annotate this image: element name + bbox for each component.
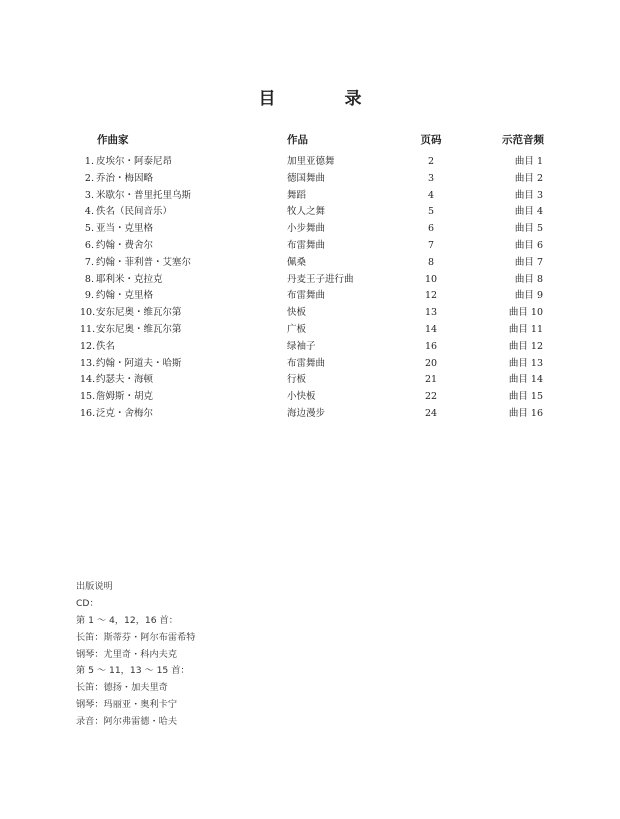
notes-line: 录音：阿尔弗雷德・哈夫 xyxy=(76,716,178,728)
entry-work: 海边漫步 xyxy=(287,407,326,419)
entry-work: 绿袖子 xyxy=(287,340,316,352)
entry-number: 8. xyxy=(84,273,94,285)
table-row[interactable] xyxy=(0,255,620,272)
entry-work: 布雷舞曲 xyxy=(287,239,326,251)
entry-page: 24 xyxy=(424,407,438,419)
entry-page: 5 xyxy=(427,206,435,218)
entry-number: 2. xyxy=(84,172,94,184)
entry-work: 佩桑 xyxy=(287,256,307,268)
entry-page: 7 xyxy=(427,239,435,251)
header-page: 页码 xyxy=(420,134,442,146)
table-row[interactable] xyxy=(0,154,620,171)
entry-number: 16. xyxy=(80,407,96,419)
entry-audio-track: 曲目 4 xyxy=(514,206,543,218)
entry-audio-track: 曲目 12 xyxy=(508,340,543,352)
entry-work: 快板 xyxy=(287,307,307,319)
header-audio: 示范音频 xyxy=(502,134,544,146)
notes-line: 钢琴：玛丽亚・奥利卡宁 xyxy=(76,699,178,711)
table-row[interactable] xyxy=(0,221,620,238)
entry-composer: 约翰・费舍尔 xyxy=(96,239,154,251)
entry-audio-track: 曲目 10 xyxy=(508,307,543,319)
entry-number: 9. xyxy=(84,290,94,302)
notes-line: 第 1 ～ 4，12，16 首： xyxy=(76,614,178,626)
table-row[interactable] xyxy=(0,339,620,356)
entry-audio-track: 曲目 7 xyxy=(514,256,543,268)
entry-audio-track: 曲目 1 xyxy=(514,156,543,167)
entry-number: 11. xyxy=(80,323,96,335)
table-row[interactable] xyxy=(0,188,620,205)
entry-audio-track: 曲目 15 xyxy=(508,391,543,403)
entry-work: 德国舞曲 xyxy=(287,172,326,184)
table-row[interactable] xyxy=(0,171,620,188)
entry-page: 2 xyxy=(427,156,435,167)
toc-rows xyxy=(0,154,620,423)
entry-page: 10 xyxy=(424,273,438,285)
entry-composer: 皮埃尔・阿泰尼昂 xyxy=(96,156,173,167)
entry-work: 行板 xyxy=(287,374,307,386)
entry-work: 布雷舞曲 xyxy=(287,357,326,369)
entry-composer: 约瑟夫・海顿 xyxy=(96,374,154,386)
entry-audio-track: 曲目 16 xyxy=(508,407,543,419)
entry-composer: 耶利米・克拉克 xyxy=(96,273,163,285)
table-row[interactable] xyxy=(0,272,620,289)
entry-page: 20 xyxy=(424,357,438,369)
entry-audio-track: 曲目 6 xyxy=(514,239,543,251)
entry-composer: 约翰・阿道夫・哈斯 xyxy=(96,357,182,369)
notes-line: 第 5 ～ 11，13 ～ 15 首： xyxy=(76,665,190,677)
entry-number: 10. xyxy=(80,307,96,319)
entry-audio-track: 曲目 2 xyxy=(514,172,543,184)
table-row[interactable] xyxy=(0,406,620,423)
entry-number: 13. xyxy=(80,357,96,369)
entry-number: 1. xyxy=(84,156,94,167)
entry-composer: 米歇尔・普里托里乌斯 xyxy=(96,189,192,201)
publication-notes xyxy=(76,579,195,731)
entry-audio-track: 曲目 13 xyxy=(508,357,543,369)
entry-composer: 詹姆斯・胡克 xyxy=(96,391,154,403)
table-row[interactable] xyxy=(0,322,620,339)
header-work: 作品 xyxy=(287,134,308,146)
table-row[interactable] xyxy=(0,204,620,221)
entry-number: 6. xyxy=(84,239,94,251)
notes-line: 长笛：斯蒂芬・阿尔布雷希特 xyxy=(76,631,196,643)
entry-work: 小快板 xyxy=(287,391,316,403)
entry-work: 牧人之舞 xyxy=(287,206,326,218)
entry-number: 14. xyxy=(80,374,96,386)
entry-page: 6 xyxy=(427,223,435,235)
entry-composer: 安东尼奥・维瓦尔第 xyxy=(96,307,182,319)
entry-page: 16 xyxy=(424,340,438,352)
entry-page: 8 xyxy=(427,256,435,268)
entry-composer: 亚当・克里格 xyxy=(96,223,154,235)
entry-audio-track: 曲目 14 xyxy=(508,374,543,386)
entry-number: 7. xyxy=(84,256,94,268)
notes-line: 长笛：德扬・加夫里奇 xyxy=(76,682,168,694)
entry-work: 布雷舞曲 xyxy=(287,290,326,302)
entry-composer: 约翰・菲利普・艾塞尔 xyxy=(96,256,192,268)
table-row[interactable] xyxy=(0,305,620,322)
entry-composer: 佚名 xyxy=(96,340,116,352)
entry-work: 加里亚德舞 xyxy=(287,156,335,167)
notes-line: 钢琴：尤里奇・科内夫克 xyxy=(76,648,178,660)
entry-audio-track: 曲目 8 xyxy=(514,273,543,285)
header-composer: 作曲家 xyxy=(97,134,129,146)
entry-page: 13 xyxy=(424,307,438,319)
table-row[interactable] xyxy=(0,389,620,406)
entry-number: 4. xyxy=(84,206,94,218)
entry-page: 21 xyxy=(424,374,438,386)
entry-composer: 安东尼奥・维瓦尔第 xyxy=(96,323,182,335)
entry-work: 小步舞曲 xyxy=(287,223,326,235)
entry-composer: 泛克・舍梅尔 xyxy=(96,407,154,419)
notes-heading: 出版说明 xyxy=(76,581,113,592)
entry-audio-track: 曲目 3 xyxy=(514,189,543,201)
table-row[interactable] xyxy=(0,238,620,255)
entry-audio-track: 曲目 9 xyxy=(514,290,543,302)
entry-number: 3. xyxy=(84,189,94,201)
entry-page: 4 xyxy=(427,189,435,201)
entry-page: 14 xyxy=(424,323,438,335)
table-row[interactable] xyxy=(0,288,620,305)
entry-work: 舞蹈 xyxy=(287,189,307,201)
notes-line: CD： xyxy=(76,597,99,609)
entry-page: 22 xyxy=(424,391,438,403)
entry-number: 12. xyxy=(80,340,96,352)
table-row[interactable] xyxy=(0,356,620,373)
entry-composer: 佚名（民间音乐） xyxy=(96,206,173,218)
page-title: 目 录 xyxy=(258,89,388,109)
entry-page: 12 xyxy=(424,290,438,302)
entry-work: 丹麦王子进行曲 xyxy=(287,273,354,285)
entry-page: 3 xyxy=(427,172,435,184)
entry-number: 5. xyxy=(84,223,94,235)
entry-work: 广板 xyxy=(287,323,307,335)
entry-number: 15. xyxy=(80,391,96,403)
entry-composer: 乔治・梅因略 xyxy=(96,172,154,184)
entry-composer: 约翰・克里格 xyxy=(96,290,154,302)
entry-audio-track: 曲目 11 xyxy=(508,323,543,335)
entry-audio-track: 曲目 5 xyxy=(514,223,543,235)
table-row[interactable] xyxy=(0,372,620,389)
